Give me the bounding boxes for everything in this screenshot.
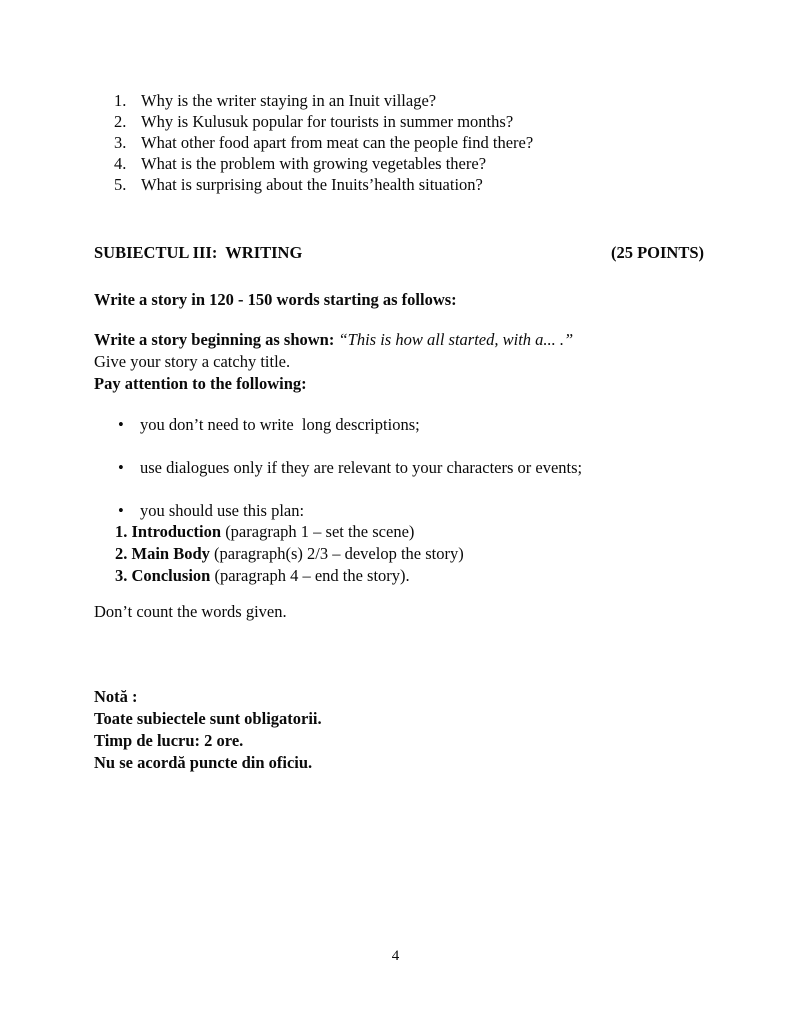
bullet-text: you don’t need to write long descriptions;	[140, 415, 420, 434]
comprehension-questions-list	[94, 90, 704, 195]
task-instructions	[94, 329, 704, 395]
list-item-number: 5.	[114, 175, 127, 194]
bullet-text: use dialogues only if they are relevant to your characters or events;	[140, 458, 583, 477]
nota-block	[94, 686, 704, 774]
list-item-text: What is surprising about the Inuits’health situation?	[141, 175, 483, 194]
list-item	[94, 111, 704, 132]
plan-item-detail: (paragraph 4 – end the story).	[210, 566, 410, 585]
nota-line: Toate subiectele sunt obligatorii.	[94, 709, 322, 728]
task-catchy-title-line: Give your story a catchy title.	[94, 352, 291, 371]
task-pay-attention-line: Pay attention to the following:	[94, 374, 307, 393]
nota-line: Nu se acordă puncte din oficiu.	[94, 753, 313, 772]
bullet-text: you should use this plan:	[140, 501, 305, 520]
guidance-bullet-list	[94, 414, 704, 521]
task-beginning-label: Write a story beginning as shown:	[94, 330, 339, 349]
plan-item-title: 1. Introduction	[115, 522, 222, 541]
bullet-icon: •	[118, 415, 124, 434]
list-item	[94, 90, 704, 111]
section-points: (25 POINTS)	[610, 243, 704, 262]
list-item-text: Why is the writer staying in an Inuit village?	[141, 91, 437, 110]
list-item-number: 4.	[114, 154, 127, 173]
plan-item-detail: (paragraph(s) 2/3 – develop the story)	[209, 544, 464, 563]
task-beginning-line	[94, 329, 704, 351]
list-item	[115, 543, 704, 565]
list-item	[94, 132, 704, 153]
plan-item-title: 2. Main Body	[115, 544, 210, 563]
list-item	[115, 521, 704, 543]
list-item	[118, 500, 704, 521]
list-item	[118, 414, 704, 435]
list-item-text: Why is Kulusuk popular for tourists in summer months?	[141, 112, 514, 131]
task-intro: Write a story in 120 - 150 words starting as follows:	[94, 290, 457, 309]
story-plan-list	[115, 521, 704, 587]
list-item	[118, 457, 704, 478]
task-beginning-quote: “This is how all started, with a... .”	[338, 330, 574, 349]
list-item-text: What other food apart from meat can the people find there?	[141, 133, 534, 152]
list-item-number: 1.	[114, 91, 127, 110]
section-title: SUBIECTUL III: WRITING	[94, 243, 303, 262]
plan-item-detail: (paragraph 1 – set the scene)	[221, 522, 415, 541]
nota-title: Notă :	[94, 687, 138, 706]
bullet-icon: •	[118, 458, 124, 477]
page-number: 4	[391, 948, 400, 964]
bullet-icon: •	[118, 501, 124, 520]
list-item	[94, 153, 704, 174]
nota-line: Timp de lucru: 2 ore.	[94, 731, 244, 750]
list-item	[94, 174, 704, 195]
list-item-number: 2.	[114, 112, 127, 131]
dont-count-note: Don’t count the words given.	[94, 602, 287, 621]
list-item-text: What is the problem with growing vegetables there?	[141, 154, 487, 173]
list-item-number: 3.	[114, 133, 127, 152]
list-item	[115, 565, 704, 587]
plan-item-title: 3. Conclusion	[115, 566, 211, 585]
section-heading	[94, 242, 704, 263]
